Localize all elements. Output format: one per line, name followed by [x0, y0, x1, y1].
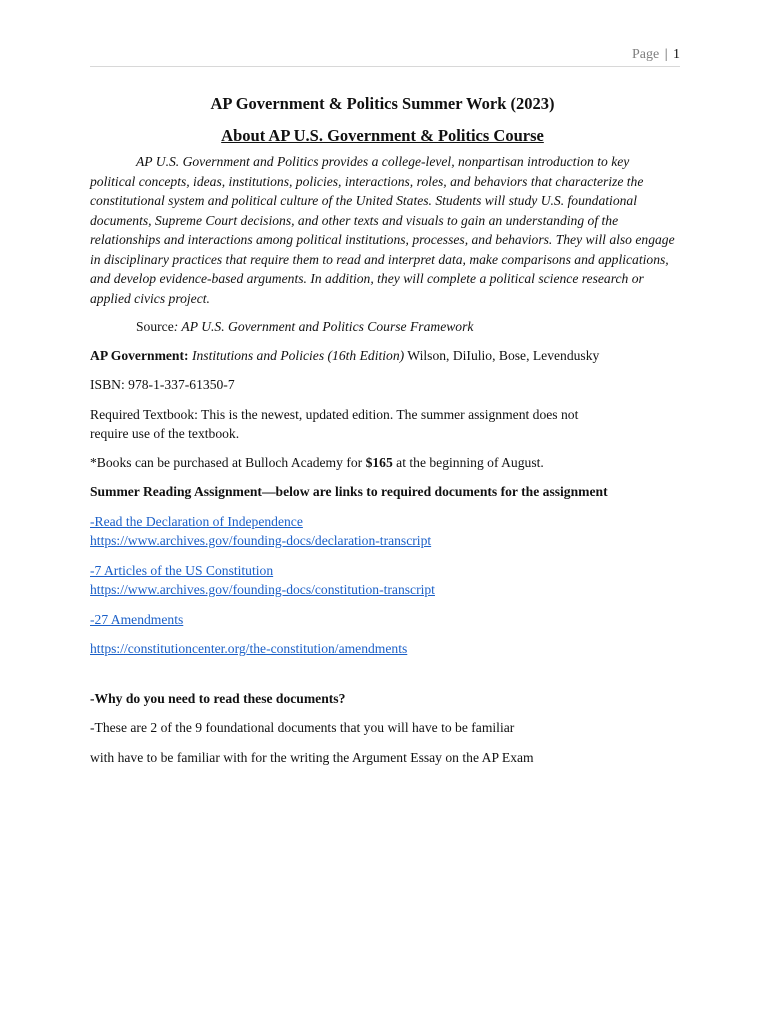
- books-purchase-line: [90, 453, 675, 473]
- page-separator: |: [664, 47, 668, 62]
- document-body: [90, 94, 675, 767]
- assignment-heading: Summer Reading Assignment—below are links to required documents for the assignment: [90, 484, 608, 499]
- page-word: Page: [631, 47, 660, 62]
- required-textbook-line-2: require use of the textbook.: [90, 426, 240, 441]
- textbook-label: AP Government:: [90, 347, 189, 363]
- link-group-amendments-url: [90, 639, 675, 659]
- textbook-title: Institutions and Policies (16th Edition): [191, 347, 405, 363]
- page-number-label: [632, 47, 680, 63]
- page-header: [90, 46, 680, 67]
- amendments-link-url[interactable]: https://constitutioncenter.org/the-constitution/amendments: [90, 641, 408, 656]
- books-price: $165: [365, 454, 393, 470]
- textbook-line: [90, 346, 675, 366]
- declaration-link-label[interactable]: -Read the Declaration of Independence: [90, 513, 303, 529]
- declaration-link-url[interactable]: https://www.archives.gov/founding-docs/declaration-transcript: [90, 533, 432, 548]
- document-title: AP Government & Politics Summer Work (2023): [210, 94, 555, 113]
- course-intro-paragraph: AP U.S. Government and Politics provides a college-level, nonpartisan introduction to key political concepts, ideas, institutions, policies, interactions, roles, and behaviors that characterize the constitutional system and political culture of the United States. Students will study U.S. foundational documents, Supreme Court decisions, and other texts and visuals to gain an understanding of the relationships and interactions among political institutions, processes, and behaviors. They will also engage in disciplinary practices that require them to read and interpret data, make comparisons and applications, and develop evidence-based arguments. In addition, they will complete a political science research or applied civics project.: [90, 154, 675, 306]
- link-group-declaration: [90, 512, 675, 551]
- amendments-link-label[interactable]: -27 Amendments: [90, 611, 184, 627]
- required-textbook-line-1: Required Textbook: This is the newest, updated edition. The summer assignment does not: [90, 406, 579, 422]
- document-subtitle: About AP U.S. Government & Politics Course: [221, 126, 544, 145]
- source-line: [90, 317, 675, 337]
- books-suffix: at the beginning of August.: [392, 454, 544, 470]
- books-prefix: *Books can be purchased at Bulloch Academy for: [90, 454, 366, 470]
- constitution-link-label[interactable]: -7 Articles of the US Constitution: [90, 562, 274, 578]
- link-group-constitution: [90, 561, 675, 600]
- why-heading: -Why do you need to read these documents?: [90, 690, 346, 706]
- constitution-link-url[interactable]: https://www.archives.gov/founding-docs/constitution-transcript: [90, 582, 435, 597]
- textbook-authors: Wilson, DiIulio, Bose, Levendusky: [404, 347, 600, 363]
- page-number: 1: [673, 47, 680, 62]
- isbn-line: ISBN: 978-1-337-61350-7: [90, 377, 235, 392]
- why-line-1: -These are 2 of the 9 foundational documents that you will have to be familiar: [90, 720, 515, 735]
- why-line-2: with have to be familiar with for the writing the Argument Essay on the AP Exam: [90, 749, 534, 765]
- source-text: : AP U.S. Government and Politics Course Framework: [173, 319, 474, 334]
- source-label: Source: [136, 319, 174, 334]
- link-group-amendments-label: [90, 610, 675, 630]
